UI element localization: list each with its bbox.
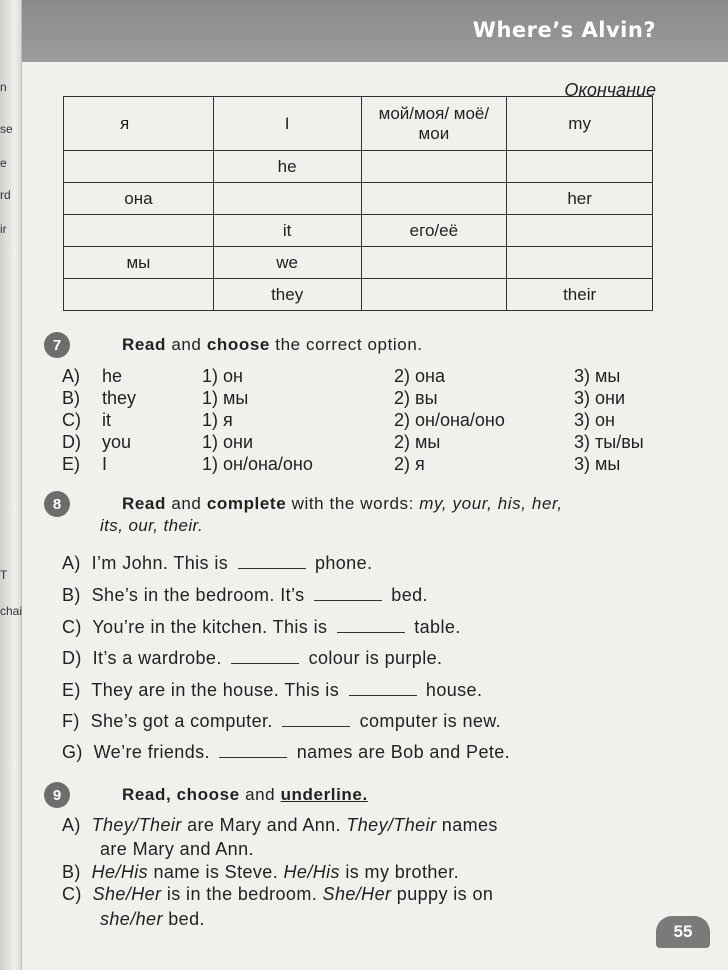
sentence-text: name is Steve. <box>153 862 279 882</box>
item-word: he <box>102 366 123 386</box>
instruction-text: and <box>171 494 202 513</box>
choice-pair[interactable]: She/Her <box>92 884 162 904</box>
option-1[interactable]: 1) они <box>202 432 254 452</box>
sentence-end: phone. <box>314 553 373 573</box>
item-letter: A) <box>62 553 81 573</box>
answer-blank[interactable] <box>219 744 287 758</box>
table-cell[interactable] <box>64 215 214 247</box>
answer-blank[interactable] <box>238 555 306 569</box>
table-cell: я <box>64 97 214 151</box>
sentence-end: table. <box>414 617 461 637</box>
header-bar <box>22 0 728 62</box>
table-continuation-label: Окончание <box>564 80 656 100</box>
option-3[interactable]: 3) они <box>574 388 626 408</box>
fill-sentence <box>62 553 372 574</box>
table-cell: I <box>213 97 361 151</box>
option-3[interactable]: 3) он <box>574 410 615 430</box>
option-row <box>62 432 682 454</box>
option-2[interactable]: 2) мы <box>394 432 441 452</box>
table-row <box>64 151 653 183</box>
table-cell[interactable] <box>64 279 214 311</box>
sentence-end: colour is purple. <box>308 648 443 668</box>
fill-sentence <box>62 742 510 763</box>
pronoun-table <box>63 96 653 311</box>
answer-blank[interactable] <box>337 619 405 633</box>
table-cell: it <box>213 215 361 247</box>
margin-fragment: rd <box>0 188 11 202</box>
fill-sentence <box>62 617 461 638</box>
table-cell[interactable] <box>64 151 214 183</box>
item-letter: B) <box>62 388 80 408</box>
item-word: I <box>102 454 108 474</box>
word-bank-continued: its, our, their. <box>100 516 204 535</box>
sentence-start: You’re in the kitchen. This is <box>92 617 328 637</box>
option-1[interactable]: 1) он/она/оно <box>202 454 313 474</box>
option-row <box>62 410 682 432</box>
margin-fragment: n <box>0 80 7 94</box>
exercise-instruction <box>122 494 563 514</box>
exercise-number-badge: 9 <box>44 782 70 808</box>
unit-title: Where’s Alvin? <box>472 18 656 42</box>
sentence-end: names are Bob and Pete. <box>296 742 511 762</box>
item-letter: B) <box>62 862 81 882</box>
table-cell: they <box>213 279 361 311</box>
fill-sentence <box>62 680 482 701</box>
instruction-verb: Read, choose <box>122 785 240 804</box>
exercise-8-heading <box>44 491 563 517</box>
table-cell: она <box>64 183 214 215</box>
page-number: 55 <box>656 916 710 948</box>
item-letter: E) <box>62 680 81 700</box>
table-row <box>64 215 653 247</box>
sentence-start: It’s a wardrobe. <box>92 648 222 668</box>
exercise-7-heading <box>44 332 423 358</box>
sentence-start: She’s got a computer. <box>90 711 273 731</box>
choice-sentence <box>62 815 498 836</box>
workbook-page <box>22 0 728 970</box>
sentence-text: is in the bedroom. <box>166 884 318 904</box>
sentence-text: puppy is on <box>396 884 494 904</box>
table-row <box>64 247 653 279</box>
table-cell[interactable] <box>361 247 507 279</box>
table-cell: her <box>507 183 653 215</box>
exercise-instruction <box>122 335 423 355</box>
instruction-text: and <box>245 785 276 804</box>
sentence-text: is my brother. <box>345 862 459 882</box>
table-cell[interactable] <box>507 151 653 183</box>
option-2[interactable]: 2) он/она/оно <box>394 410 505 430</box>
sentence-continuation <box>100 909 205 930</box>
item-letter: C) <box>62 410 81 430</box>
option-3[interactable]: 3) мы <box>574 366 621 386</box>
option-1[interactable]: 1) он <box>202 366 243 386</box>
choice-pair[interactable]: He/His <box>283 862 340 882</box>
instruction-text: the correct option. <box>275 335 423 354</box>
sentence-end: computer is new. <box>359 711 502 731</box>
answer-blank[interactable] <box>282 713 350 727</box>
table-row <box>64 183 653 215</box>
choice-sentence <box>62 862 459 883</box>
table-cell[interactable] <box>361 151 507 183</box>
table-row <box>64 97 653 151</box>
margin-fragment: se <box>0 122 13 136</box>
margin-fragment: ir <box>0 222 7 236</box>
instruction-verb: underline. <box>280 785 368 804</box>
table-cell: его/её <box>361 215 507 247</box>
instruction-text: with the words: <box>291 494 414 513</box>
sentence-text: names <box>441 815 498 835</box>
option-1[interactable]: 1) я <box>202 410 233 430</box>
fill-sentence <box>62 648 442 669</box>
table-cell[interactable] <box>361 279 507 311</box>
item-letter: F) <box>62 711 80 731</box>
answer-blank[interactable] <box>231 650 299 664</box>
sentence-continuation: are Mary and Ann. <box>100 839 254 859</box>
sentence-start: She’s in the bedroom. It’s <box>91 585 305 605</box>
table-cell: мой/моя/ моё/мои <box>361 97 507 151</box>
sentence-start: We’re friends. <box>93 742 210 762</box>
table-cell[interactable] <box>507 247 653 279</box>
option-1[interactable]: 1) мы <box>202 388 249 408</box>
option-2[interactable]: 2) она <box>394 366 445 386</box>
option-row <box>62 366 682 388</box>
option-row <box>62 454 682 476</box>
option-3[interactable]: 3) ты/вы <box>574 432 644 452</box>
item-letter: D) <box>62 648 82 668</box>
sentence-text: are Mary and Ann. <box>187 815 341 835</box>
option-row <box>62 388 682 410</box>
sentence-text: bed. <box>168 909 205 929</box>
instruction-verb: Read <box>122 335 166 354</box>
adjacent-page-edge <box>0 0 22 970</box>
instruction-verb: choose <box>206 335 270 354</box>
table-cell[interactable] <box>361 183 507 215</box>
choice-sentence <box>62 884 493 905</box>
fill-sentence <box>62 585 428 606</box>
choice-pair[interactable]: she/her <box>100 909 163 929</box>
item-letter: A) <box>62 815 81 835</box>
exercise-instruction <box>122 785 368 805</box>
exercise-number-badge: 7 <box>44 332 70 358</box>
word-bank: my, your, his, her, <box>419 494 563 513</box>
item-letter: G) <box>62 742 83 762</box>
item-letter: E) <box>62 454 80 474</box>
item-letter: C) <box>62 884 82 904</box>
option-3[interactable]: 3) мы <box>574 454 621 474</box>
item-letter: A) <box>62 366 80 386</box>
table-row <box>64 279 653 311</box>
sentence-start: They are in the house. This is <box>91 680 340 700</box>
table-cell: their <box>507 279 653 311</box>
choice-pair[interactable]: They/Their <box>91 815 182 835</box>
table-cell[interactable] <box>507 215 653 247</box>
item-word: it <box>102 410 111 430</box>
table-cell[interactable] <box>213 183 361 215</box>
item-word: you <box>102 432 132 452</box>
item-letter: D) <box>62 432 81 452</box>
fill-sentence <box>62 711 501 732</box>
option-2[interactable]: 2) я <box>394 454 425 474</box>
answer-blank[interactable] <box>314 587 382 601</box>
table-cell: he <box>213 151 361 183</box>
margin-fragment: e <box>0 156 7 170</box>
item-word: they <box>102 388 137 408</box>
option-2[interactable]: 2) вы <box>394 388 438 408</box>
choice-pair[interactable]: He/His <box>91 862 149 882</box>
margin-fragment: T <box>0 568 8 582</box>
choice-pair[interactable]: She/Her <box>322 884 392 904</box>
instruction-verb: Read <box>122 494 166 513</box>
instruction-verb: complete <box>206 494 287 513</box>
item-letter: B) <box>62 585 81 605</box>
sentence-start: I’m John. This is <box>91 553 229 573</box>
answer-blank[interactable] <box>349 682 417 696</box>
instruction-text: and <box>171 335 202 354</box>
item-letter: C) <box>62 617 82 637</box>
exercise-number-badge: 8 <box>44 491 70 517</box>
table-cell: мы <box>64 247 214 279</box>
choice-pair[interactable]: They/Their <box>346 815 437 835</box>
table-cell: my <box>507 97 653 151</box>
table-cell: we <box>213 247 361 279</box>
sentence-end: bed. <box>391 585 428 605</box>
sentence-end: house. <box>425 680 483 700</box>
margin-fragment: chai <box>0 604 22 618</box>
exercise-9-heading <box>44 782 368 808</box>
